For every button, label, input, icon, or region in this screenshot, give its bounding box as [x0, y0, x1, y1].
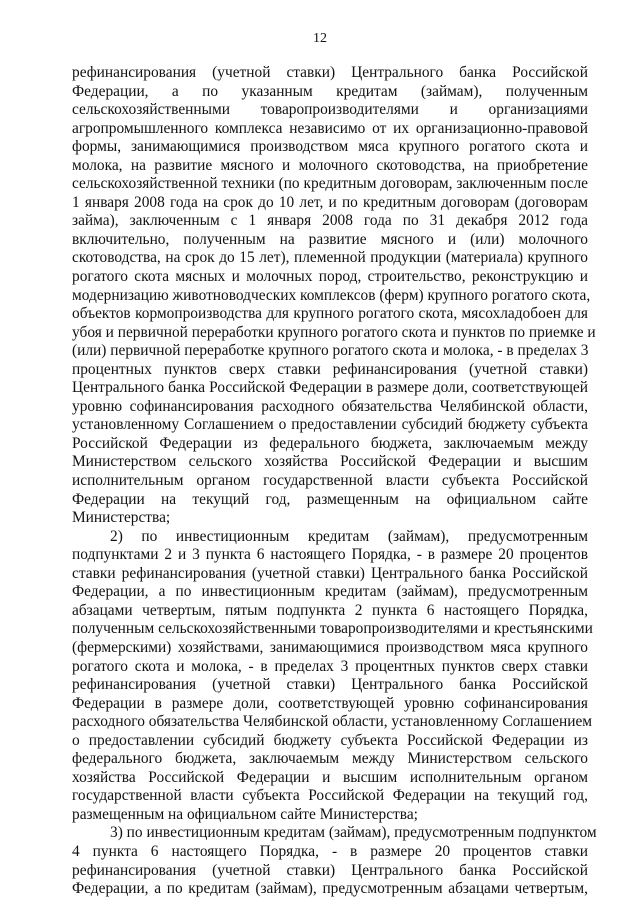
text-line: модернизацию животноводческих комплексов (ферм) крупного рогатого скота,	[72, 286, 591, 304]
text-line: о предоставлении субсидий бюджету субъекта Российской Федерации из	[72, 731, 588, 749]
text-line: 4 пункта 6 настоящего Порядка, - в размере 20 процентов ставки	[72, 842, 588, 860]
text-line: рогатого скота и молока, - в пределах 3 процентных пунктов сверх ставки	[72, 657, 588, 675]
text-line: процентных пунктов сверх ставки рефинансирования (учетной ставки)	[72, 360, 588, 378]
text-line: включительно, полученным на развитие мясного и (или) молочного	[72, 230, 588, 248]
page-number: 12	[313, 31, 327, 46]
text-line: Федерации, а по указанным кредитам (займам), полученным	[72, 82, 588, 100]
text-line: Федерации на текущий год, размещенным на официальном сайте	[72, 490, 588, 508]
text-line: молока, на развитие мясного и молочного скотоводства, на приобретение	[72, 156, 588, 174]
text-line: рогатого скота мясных и молочных пород, строительство, реконструкцию и	[72, 268, 588, 286]
text-line: сельскохозяйственными товаропроизводителями и организациями	[72, 101, 588, 119]
text-line: 1 января 2008 года на срок до 10 лет, и по кредитным договорам (договорам	[72, 193, 588, 211]
text-line: государственной власти субъекта Российской Федерации на текущий год,	[72, 787, 588, 805]
text-line: 2) по инвестиционным кредитам (займам), предусмотренным	[110, 527, 588, 545]
text-line: Федерации в размере доли, соответствующей уровню софинансирования	[72, 694, 588, 712]
text-line: Министерства;	[72, 509, 171, 527]
text-line: (фермерскими) хозяйствами, занимающимися производством мяса крупного	[72, 638, 588, 656]
text-line: установленному Соглашением о предоставлении субсидий бюджету субъекта	[72, 416, 588, 434]
text-line: исполнительным органом государственной власти субъекта Российской	[72, 472, 588, 490]
text-line: Министерством сельского хозяйства Российской Федерации и высшим	[72, 453, 588, 471]
text-line: скотоводства, на срок до 15 лет), племенной продукции (материала) крупного	[72, 249, 588, 267]
text-line: Российской Федерации из федерального бюджета, заключаемым между	[72, 434, 588, 452]
document-body	[72, 64, 597, 899]
text-line: убоя и первичной переработки крупного рогатого скота и пунктов по приемке и	[72, 323, 596, 341]
text-line: полученным сельскохозяйственными товаропроизводителями и крестьянскими	[72, 620, 593, 638]
text-line: размещенным на официальном сайте Министерства;	[72, 805, 418, 823]
text-line: федерального бюджета, заключаемым между Министерством сельского	[72, 750, 588, 768]
text-line: подпунктами 2 и 3 пункта 6 настоящего Порядка, - в размере 20 процентов	[72, 546, 588, 564]
text-line: рефинансирования (учетной ставки) Центрального банка Российской	[72, 64, 588, 81]
text-line: Федерации, а по инвестиционным кредитам (займам), предусмотренным	[72, 583, 588, 601]
text-line: рефинансирования (учетной ставки) Центрального банка Российской	[72, 676, 588, 694]
text-line: уровню софинансирования расходного обязательства Челябинской области,	[72, 397, 588, 415]
text-line: формы, занимающимися производством мяса крупного рогатого скота и	[72, 138, 588, 156]
text-line: сельскохозяйственной техники (по кредитным договорам, заключенным после	[72, 175, 588, 193]
text-line: займа), заключенным с 1 января 2008 года по 31 декабря 2012 года	[72, 212, 588, 230]
text-line: Федерации, а по кредитам (займам), предусмотренным абзацами четвертым,	[72, 880, 588, 898]
text-line: (или) первичной переработке крупного рогатого скота и молока, - в пределах 3	[72, 342, 589, 360]
text-line: ставки рефинансирования (учетной ставки) Центрального банка Российской	[72, 564, 588, 582]
text-line: агропромышленного комплекса независимо от их организационно-правовой	[72, 119, 588, 137]
text-line: 3) по инвестиционным кредитам (займам), предусмотренным подпунктом	[110, 824, 597, 842]
text-line: хозяйства Российской Федерации и высшим исполнительным органом	[72, 768, 588, 786]
text-line: Центрального банка Российской Федерации в размере доли, соответствующей	[72, 379, 588, 397]
text-line: объектов кормопроизводства для крупного рогатого скота, мясохладобоен для	[72, 305, 588, 323]
text-line: абзацами четвертым, пятым подпункта 2 пункта 6 настоящего Порядка,	[72, 601, 588, 619]
text-line: рефинансирования (учетной ставки) Центрального банка Российской	[72, 861, 588, 879]
text-line: расходного обязательства Челябинской области, установленному Соглашением	[72, 713, 593, 731]
